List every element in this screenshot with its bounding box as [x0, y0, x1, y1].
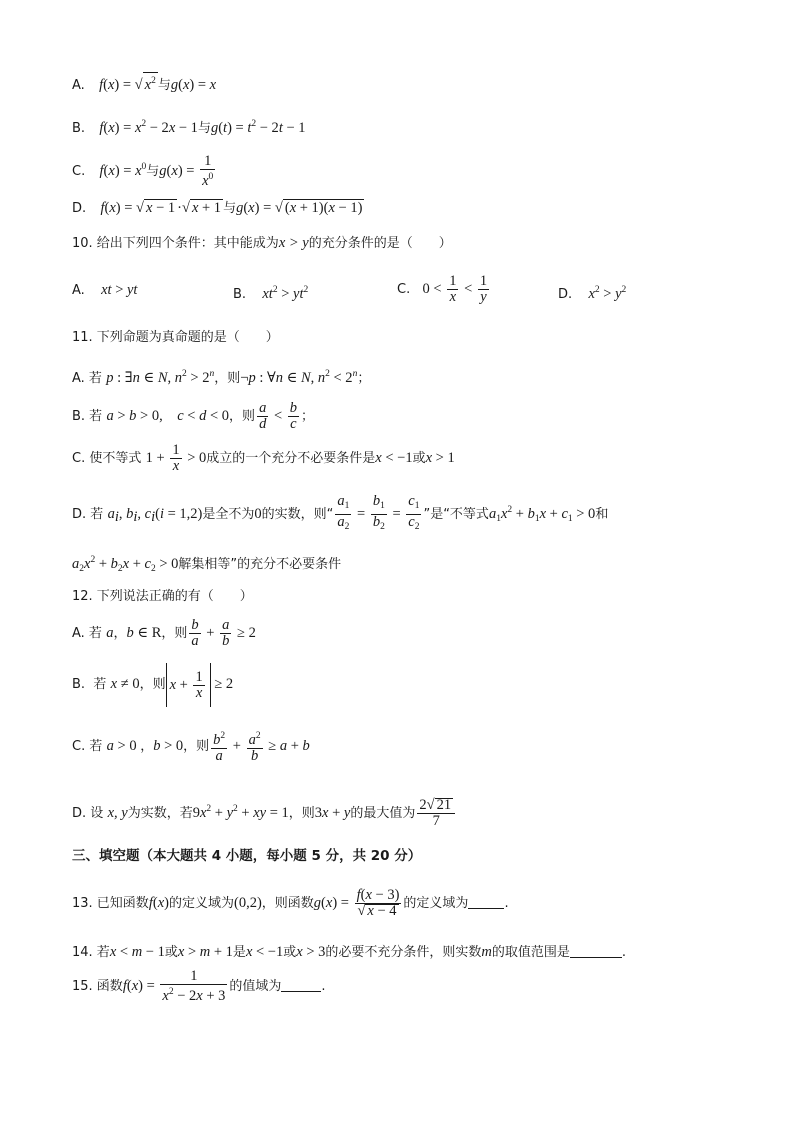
q10-option-a: A. xt > yt	[72, 282, 138, 298]
answer-blank[interactable]	[281, 977, 321, 992]
option-label: D.	[72, 201, 87, 216]
q9-option-d: D. f(x) = √ x − 1 ·√ x + 1 与g(x) = √ (x + 1)(x − 1)	[72, 200, 363, 216]
option-label: B.	[72, 121, 86, 136]
option-label: C.	[72, 164, 86, 179]
answer-blank[interactable]	[468, 894, 504, 909]
answer-blank[interactable]	[570, 943, 622, 958]
q12-stem: 12. 下列说法正确的有（ ）	[72, 589, 253, 604]
q9-option-b: B. $f(x) = x^2 - 2x - 1$与$g(t) = t^2 - 2t - 1$	[72, 119, 306, 136]
q15: 15. 函数f(x) = $\frac{1}{x^2 - 2x + 3}$ 的值域为 .	[72, 968, 326, 1005]
q9-option-a: A. f(x) = √ $x^2$ 与g(x) = x	[72, 72, 216, 96]
q12-option-c: C. 若 a > 0 ，b > 0，则 $\frac{b^2}{a}$ + $\frac{a^2}{b}$ ≥ a + b	[72, 731, 310, 765]
q11-option-b: B. 若 a > b > 0, c < d < 0，则 $\frac{a}{d}$ < $\frac{b}{c}$ ；	[72, 400, 315, 433]
q12-option-a: A. 若 a，b ∈ R，则 $\frac{b}{a}$ + $\frac{a}{b}$ ≥ 2	[72, 617, 256, 650]
option-label: A.	[72, 78, 85, 93]
section-title: 三、填空题（本大题共 4 小题，每小题 5 分，共 20 分）	[72, 848, 422, 864]
q12-option-d: D. 设 x, y为实数，若$9x^2 + y^2$ + xy = 1，则3x + y的最大值为 $\frac{2√ 21}{7}$	[72, 786, 457, 837]
q10-options	[0, 266, 794, 316]
q9-option-c: C. $f(x) = x^0$与g(x) = $\frac{1}{x^0}$	[72, 153, 214, 190]
q11-option-d-cont: $a_2x^2 + b_2x + c_2 > 0$解集相等”的充分不必要条件	[72, 555, 342, 574]
q11-option-d: D. 若 $a_i$, $b_i$, $c_i(i = 1,2)$是全不为0的实数，则“ $\frac{a_1}{a_2}$ = $\frac{b_1}{b_2}$ = $\frac{c_1}{c_2}$ ”是“不等式$a_1x^2 + b_1x + c_1 > 0$和	[72, 493, 609, 533]
q9-d-math: f(x) = √ x − 1 ·√ x + 1	[100, 200, 222, 216]
q10-option-c: C. 0 < $\frac{1}{x}$ < $\frac{1}{y}$	[397, 273, 488, 306]
q10-option-d: D. $x^2 > y^2$	[558, 285, 627, 302]
q12-option-b: B. 若 x ≠ 0，则 x + $\frac{1}{x}$ ≥ 2	[72, 662, 233, 707]
q9-a-math: f(x) = √ $x^2$	[99, 77, 158, 93]
q10-condition: x > y	[278, 235, 309, 251]
q11-stem: 11. 下列命题为真命题的是（ ）	[72, 330, 279, 345]
q10-stem: 10. 给出下列四个条件：其中能成为x > y的充分条件的是（ ）	[72, 235, 452, 251]
q11-option-c: C. 使不等式 1 + $\frac{1}{x}$ > 0成立的一个充分不必要条件是x < −1或x > 1	[72, 442, 455, 475]
q11-option-a: A. 若 p : ∃n ∈ N, $n^2 > 2^n$，则¬p : ∀n ∈ N, $n^2 < 2^n$；	[72, 369, 371, 386]
q10-option-b: B. $xt^2 > yt^2$	[233, 285, 309, 302]
q13: 13. 已知函数f(x)的定义域为(0,2)，则函数g(x) = $\frac{f(x - 3)}{√ x - 4}$ 的定义域为 .	[72, 887, 509, 920]
q9-c-math: $f(x) = x^0$	[99, 162, 147, 179]
q9-b-math: $f(x) = x^2 - 2x - 1$	[99, 119, 198, 136]
q14: 14. 若x < m − 1或x > m + 1是x < −1或x > 3的必要不充分条件，则实数m的取值范围是 .	[72, 944, 627, 960]
